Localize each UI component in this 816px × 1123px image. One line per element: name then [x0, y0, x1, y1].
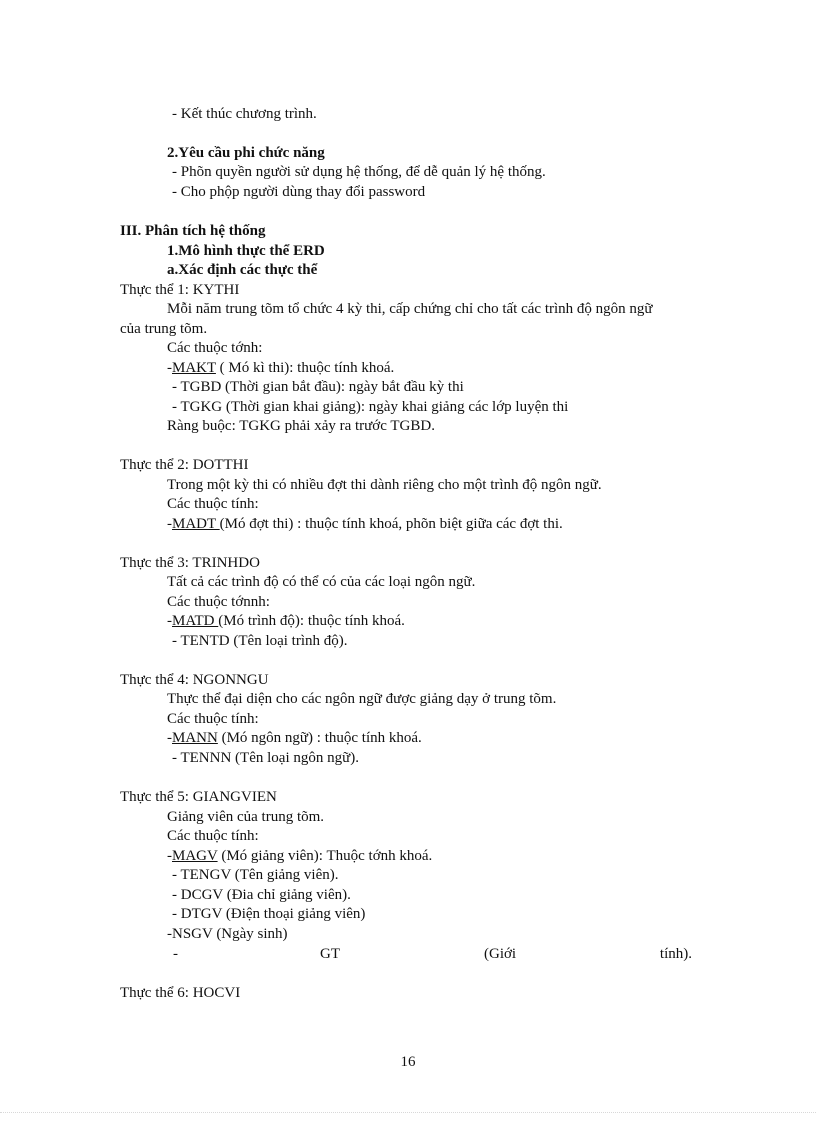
text-line: - TGKG (Thời gian khai giảng): ngày khai giảng các lớp luyện thi: [172, 399, 569, 415]
text-line: Thực thể đại diện cho các ngôn ngữ được giảng dạy ở trung tõm.: [167, 691, 557, 707]
justified-word: (Giới: [484, 946, 517, 962]
attribute-description: (Mó ngôn ngữ) : thuộc tính khoá.: [217, 730, 422, 746]
key-attribute: MANN: [172, 730, 218, 746]
attribute-description: (Mó giảng viên): Thuộc tớnh khoá.: [217, 848, 433, 864]
bullet-dash: -: [167, 516, 172, 532]
text-line: Các thuộc tớnh:: [167, 340, 263, 356]
bullet-dash: -: [167, 848, 172, 864]
bullet-dash: -: [167, 360, 172, 376]
text-line: Các thuộc tính:: [167, 711, 259, 727]
entity-heading: Thực thể 4: NGONNGU: [120, 672, 269, 688]
entity-heading: Thực thể 6: HOCVI: [120, 985, 241, 1001]
entity-heading: Thực thể 2: DOTTHI: [120, 457, 249, 473]
text-line: - DTGV (Điện thoại giảng viên): [172, 906, 366, 922]
entity-heading: Thực thể 1: KYTHI: [120, 282, 240, 298]
text-line: - TENGV (Tên giảng viên).: [172, 867, 339, 883]
attribute-line: [167, 359, 394, 378]
attribute-description: ( Mó kì thi): thuộc tính khoá.: [215, 360, 395, 376]
text-line: của trung tõm.: [120, 321, 208, 337]
section-heading: 1.Mô hình thực thể ERD: [167, 243, 325, 259]
text-line: -NSGV (Ngày sinh): [167, 926, 288, 942]
bullet-dash: -: [173, 946, 178, 962]
key-attribute: MADT: [172, 516, 220, 532]
attribute-line: [167, 847, 432, 866]
attribute-line: [167, 515, 563, 534]
chapter-heading: III. Phân tích hệ thống: [120, 223, 266, 239]
text-line: Các thuộc tớnnh:: [167, 594, 270, 610]
entity-heading: Thực thể 3: TRINHDO: [120, 555, 260, 571]
bullet-dash: -: [167, 730, 172, 746]
justified-word: tính).: [659, 946, 692, 962]
text-line: Mỗi năm trung tõm tổ chức 4 kỳ thi, cấp chứng chỉ cho tất các trình độ ngôn ngữ: [167, 301, 653, 317]
text-line: - Phõn quyền người sử dụng hệ thống, để dễ quản lý hệ thống.: [172, 164, 546, 180]
key-attribute: MAKT: [172, 360, 216, 376]
attribute-line: [167, 729, 422, 748]
text-line: - TENNN (Tên loại ngôn ngữ).: [172, 750, 359, 766]
text-line: - TGBD (Thời gian bắt đầu): ngày bắt đầu kỳ thi: [172, 379, 464, 395]
justified-word: GT: [320, 946, 340, 962]
text-line: Ràng buộc: TGKG phải xảy ra trước TGBD.: [167, 418, 435, 434]
attribute-line: [167, 612, 405, 631]
key-attribute: MAGV: [172, 848, 218, 864]
page-bottom-border: [0, 1112, 816, 1113]
key-attribute: MATD: [172, 613, 219, 629]
text-line: Giảng viên của trung tõm.: [167, 809, 325, 825]
text-line: Các thuộc tính:: [167, 828, 259, 844]
entity-heading: Thực thể 5: GIANGVIEN: [120, 789, 277, 805]
text-line: Các thuộc tính:: [167, 496, 259, 512]
attribute-description: (Mó đợt thi) : thuộc tính khoá, phõn biệt giữa các đợt thi.: [219, 516, 563, 532]
text-line: Trong một kỳ thi có nhiều đợt thi dành riêng cho một trình độ ngôn ngữ.: [167, 477, 602, 493]
attribute-description: (Mó trình độ): thuộc tính khoá.: [218, 613, 405, 629]
text-line: - Kết thúc chương trình.: [172, 106, 317, 122]
section-heading: 2.Yêu cầu phi chức năng: [167, 145, 325, 161]
text-line: Tất cả các trình độ có thể có của các loại ngôn ngữ.: [167, 574, 476, 590]
subsection-heading: a.Xác định các thực thể: [167, 262, 318, 278]
text-line: - DCGV (Đia chỉ giảng viên).: [172, 887, 351, 903]
page-number: 16: [400, 1054, 416, 1070]
text-line: - TENTD (Tên loại trình độ).: [172, 633, 348, 649]
bullet-dash: -: [167, 613, 172, 629]
text-line: - Cho phộp người dùng thay đổi password: [172, 184, 426, 200]
